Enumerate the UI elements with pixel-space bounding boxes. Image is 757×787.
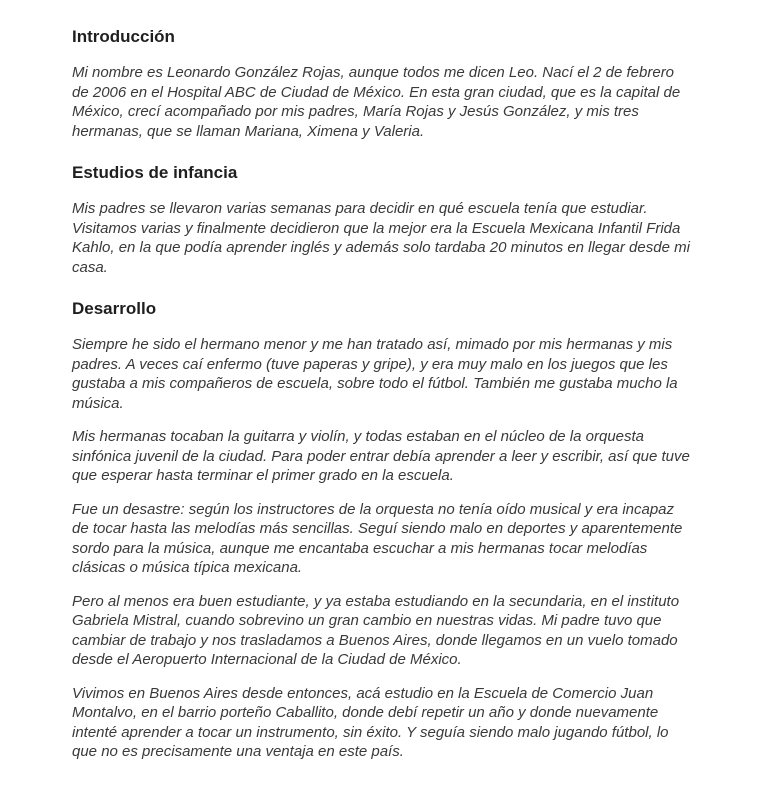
paragraph: Vivimos en Buenos Aires desde entonces, acá estudio en la Escuela de Comercio Juan Montalvo, en el barrio porteño Caballito, donde debí repetir un año y donde nuevamente intenté aprender a tocar un instrumento, sin éxito. Y seguía siendo malo jugando fútbol, lo que no es precisamente una ventaja en este país. (72, 684, 669, 760)
section-heading-estudios-de-infancia: Estudios de infancia (72, 163, 238, 182)
section-heading-desarrollo: Desarrollo (72, 299, 157, 318)
section-estudios-de-infancia (72, 162, 692, 277)
section-heading-introduccion: Introducción (72, 27, 175, 46)
paragraph: Siempre he sido el hermano menor y me han tratado así, mimado por mis hermanas y mis padres. A veces caí enfermo (tuve paperas y gripe), y era muy malo en los juegos que les gustaba a mis compañeros de escuela, sobre todo el fútbol. También me gustaba mucho la música. (72, 336, 678, 412)
paragraph: Mi nombre es Leonardo González Rojas, aunque todos me dicen Leo. Nací el 2 de febrero de 2006 en el Hospital ABC de Ciudad de México. En esta gran ciudad, que es la capital de México, crecí acompañado por mis padres, María Rojas y Jesús González, y mis tres hermanas, que se llaman Mariana, Ximena y Valeria. (72, 64, 681, 140)
section-desarrollo (72, 298, 692, 762)
paragraph: Mis hermanas tocaban la guitarra y violín, y todas estaban en el núcleo de la orquesta sinfónica juvenil de la ciudad. Para poder entrar debía aprender a leer y escribir, así que tuve que esperar hasta terminar el primer grado en la escuela. (72, 428, 690, 484)
paragraph: Mis padres se llevaron varias semanas para decidir en qué escuela tenía que estudiar. Visitamos varias y finalmente decidieron que la mejor era la Escuela Mexicana Infantil Frida Kahlo, en la que podía aprender inglés y además solo tardaba 20 minutos en llegar desde mi casa. (72, 200, 690, 276)
paragraph: Pero al menos era buen estudiante, y ya estaba estudiando en la secundaria, en el instituto Gabriela Mistral, cuando sobrevino un gran cambio en nuestras vidas. Mi padre tuvo que cambiar de trabajo y nos trasladamos a Buenos Aires, donde llegamos en un vuelo tomado desde el Aeropuerto Internacional de la Ciudad de México. (72, 592, 680, 668)
section-introduccion (72, 26, 692, 141)
paragraph: Fue un desastre: según los instructores de la orquesta no tenía oído musical y era incapaz de tocar hasta las melodías más sencillas. Seguí siendo malo en deportes y aparentemente sordo para la música, aunque me encantaba escuchar a mis hermanas tocar melodías clásicas o música típica mexicana. (72, 500, 683, 576)
